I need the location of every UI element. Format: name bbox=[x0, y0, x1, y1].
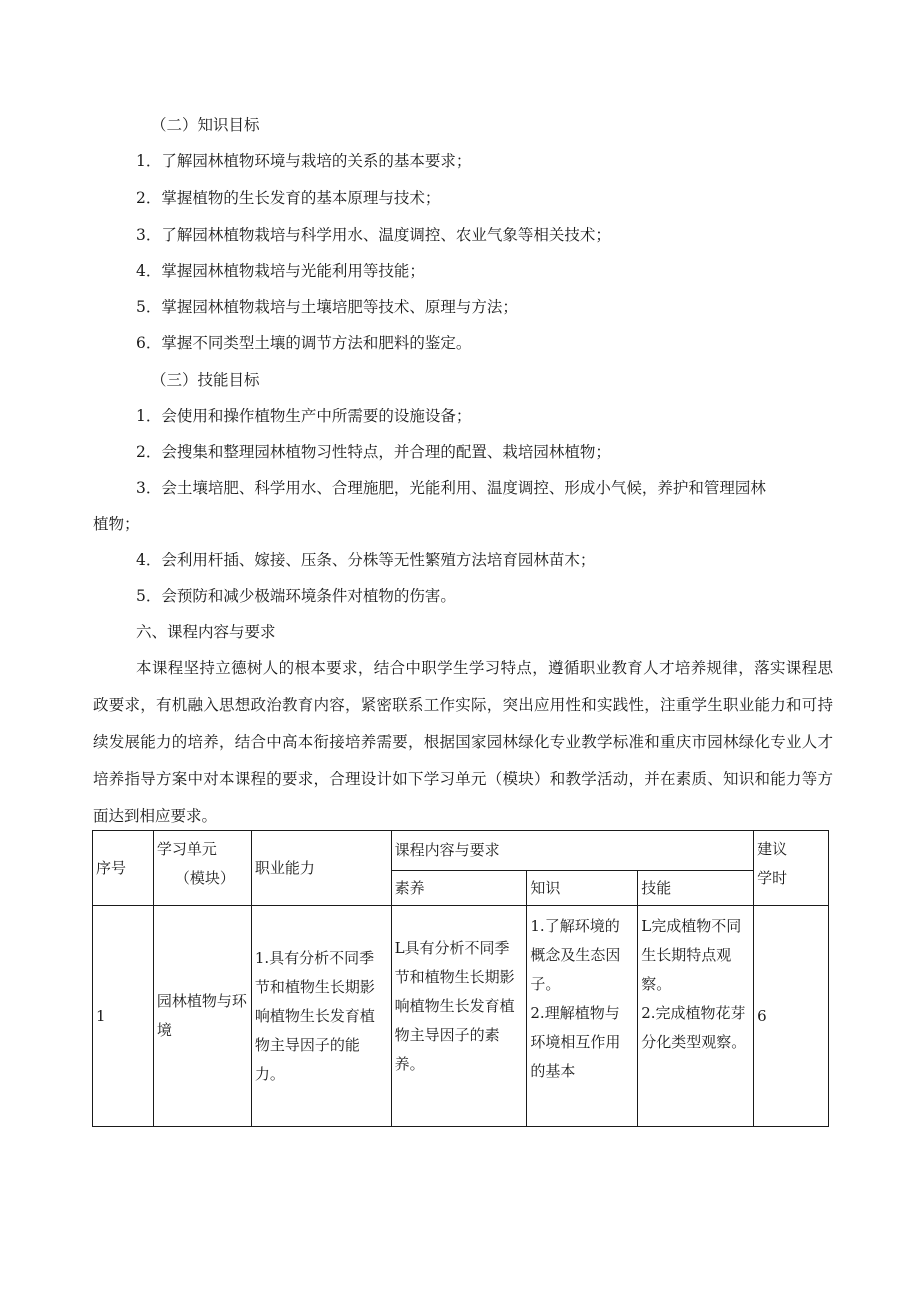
row-knowledge-2: 2.理解植物与环境相互作用的基本 bbox=[530, 1004, 621, 1080]
skills-item-3: 3．会土壤培肥、科学用水、合理施肥，光能利用、温度调控、形成小气候，养护和管理园林 bbox=[136, 479, 766, 497]
skills-item-5: 5．会预防和减少极端环境条件对植物的伤害。 bbox=[136, 587, 456, 605]
table-header-row bbox=[93, 831, 829, 871]
header-unit-line1: 学习单元 bbox=[156, 840, 217, 858]
header-hours bbox=[754, 831, 829, 906]
header-ability: 职业能力 bbox=[251, 831, 391, 906]
row-unit: 园林植物与环境 bbox=[153, 906, 251, 1127]
knowledge-item-6: 6．掌握不同类型土壤的调节方法和肥料的鉴定。 bbox=[136, 334, 472, 352]
row-ability: 1.具有分析不同季节和植物生长期影响植物生长发育植物主导因子的能力。 bbox=[251, 906, 391, 1127]
skills-item-2: 2．会搜集和整理园林植物习性特点，并合理的配置、栽培园林植物； bbox=[136, 443, 611, 461]
header-literacy: 素养 bbox=[391, 871, 527, 906]
skills-item-4: 4．会利用杆插、嫁接、压条、分株等无性繁殖方法培育园林苗木； bbox=[136, 551, 596, 569]
knowledge-item-5: 5．掌握园林植物栽培与土壤培肥等技术、原理与方法； bbox=[136, 298, 518, 316]
knowledge-heading: （二）知识目标 bbox=[151, 116, 260, 134]
row-knowledge bbox=[527, 906, 638, 1127]
section-paragraph: 本课程坚持立德树人的根本要求，结合中职学生学习特点，遵循职业教育人才培养规律，落实课程思政要求，有机融入思想政治教育内容，紧密联系工作实际，突出应用性和实践性，注重学生职业能力和可持续发展能力的培养，结合中高本衔接培养需要，根据国家园林绿化专业教学标准和重庆市园林绿化专业人才培养指导方案中对本课程的要求，合理设计如下学习单元（模块）和教学活动，并在素质、知识和能力等方面达到相应要求。 bbox=[93, 659, 833, 825]
row-hours: 6 bbox=[754, 906, 829, 1127]
row-literacy: L具有分析不同季节和植物生长期影响植物生长发育植物主导因子的素养。 bbox=[391, 906, 527, 1127]
skills-heading: （三）技能目标 bbox=[151, 371, 260, 389]
header-skill: 技能 bbox=[638, 871, 754, 906]
header-hours-line1: 建议 bbox=[757, 840, 788, 858]
row-knowledge-1: 1.了解环境的概念及生态因子。 bbox=[530, 917, 621, 993]
knowledge-item-2: 2．掌握植物的生长发育的基本原理与技术； bbox=[136, 189, 441, 207]
section-heading: 六、课程内容与要求 bbox=[136, 623, 276, 641]
knowledge-item-3: 3．了解园林植物栽培与科学用水、温度调控、农业气象等相关技术； bbox=[136, 226, 611, 244]
header-unit-line2: （模块） bbox=[174, 869, 235, 887]
table-row bbox=[93, 906, 829, 1127]
knowledge-item-1: 1．了解园林植物环境与栽培的关系的基本要求； bbox=[136, 152, 472, 170]
skills-item-3-continued: 植物； bbox=[93, 515, 140, 533]
header-seq: 序号 bbox=[93, 831, 154, 906]
knowledge-item-4: 4．掌握园林植物栽培与光能利用等技能； bbox=[136, 262, 425, 280]
row-skill-2: 2.完成植物花芽分化类型观察。 bbox=[641, 1004, 747, 1051]
skills-item-1: 1．会使用和操作植物生产中所需要的设施设备； bbox=[136, 407, 472, 425]
row-seq: 1 bbox=[93, 906, 154, 1127]
header-hours-line2: 学时 bbox=[757, 869, 788, 887]
course-table bbox=[92, 830, 829, 1127]
row-skill bbox=[638, 906, 754, 1127]
header-content: 课程内容与要求 bbox=[391, 831, 753, 871]
header-unit bbox=[153, 831, 251, 906]
header-knowledge: 知识 bbox=[527, 871, 638, 906]
row-skill-1: L完成植物不同生长期特点观察。 bbox=[641, 917, 742, 993]
